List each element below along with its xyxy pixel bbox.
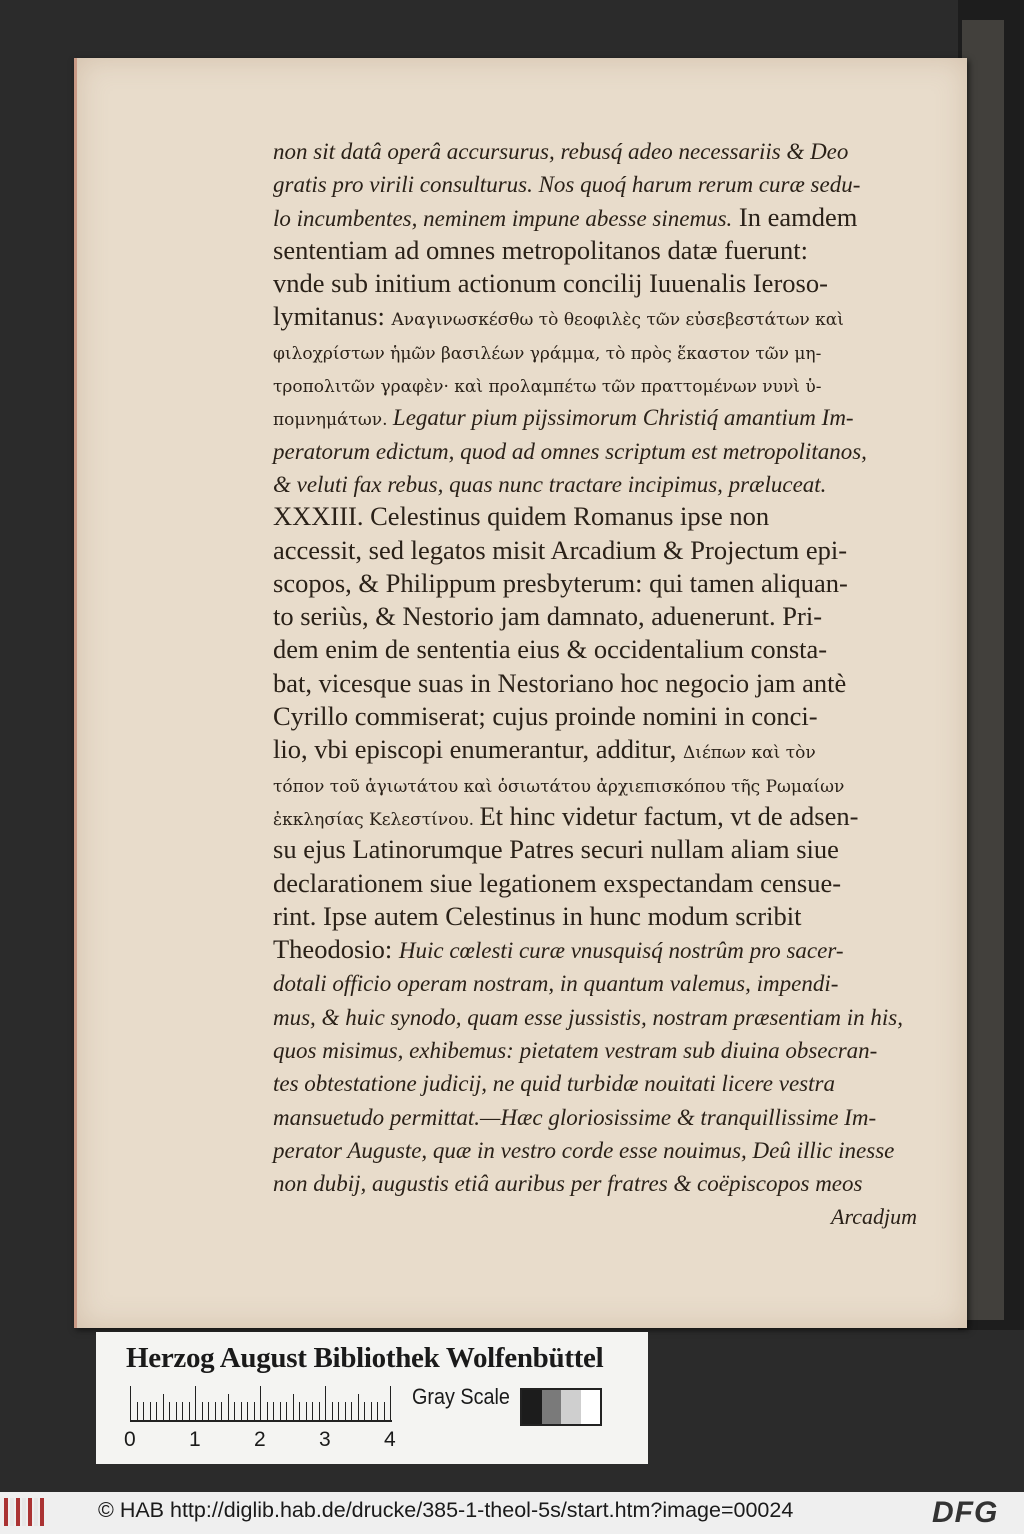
text-line xyxy=(273,234,933,267)
ruler-tick xyxy=(150,1402,151,1420)
text-span: mus, & huic synodo, quam esse jussistis, nostram præsentiam in his, xyxy=(273,1004,903,1030)
ruler-tick xyxy=(390,1386,391,1420)
ruler-tick xyxy=(273,1402,274,1420)
ruler-tick xyxy=(247,1402,248,1420)
scale-number: 1 xyxy=(189,1428,201,1451)
ruler-tick xyxy=(163,1394,164,1420)
dfg-logo: DFG xyxy=(932,1496,999,1529)
text-span: dotali officio operam nostram, in quantum valemus, impendi- xyxy=(273,971,839,997)
ruler-tick xyxy=(345,1402,346,1420)
footer-credit-link[interactable]: © HAB http://diglib.hab.de/drucke/385-1-theol-5s/start.htm?image=00024 xyxy=(98,1498,794,1522)
text-line xyxy=(273,1033,933,1066)
gray-swatch xyxy=(522,1390,542,1424)
text-line xyxy=(273,434,933,467)
text-line xyxy=(273,567,933,600)
ruler-tick xyxy=(208,1402,209,1420)
text-line xyxy=(273,400,933,433)
text-span: lo incumbentes, neminem impune abesse sinemus. xyxy=(273,205,733,231)
text-line xyxy=(273,201,933,234)
institution-name: Herzog August Bibliothek Wolfenbüttel xyxy=(126,1342,604,1374)
text-span: XXXIII. Celestinus quidem Romanus ipse non xyxy=(273,501,770,532)
text-span: non sit datâ operâ accursurus, rebusq́ adeo necessariis & Deo xyxy=(273,139,849,164)
text-span: lymitanus: xyxy=(273,301,392,332)
text-span: In eamdem xyxy=(732,201,858,232)
text-span: Huic cœlesti curæ vnusquisq́ nostrûm pro sacer- xyxy=(398,938,844,964)
text-span: scopos, & Philippum presbyterum: qui tamen aliquan- xyxy=(273,567,848,598)
text-span: Theodosio: xyxy=(273,934,399,965)
text-line xyxy=(273,733,933,766)
ruler-tick xyxy=(312,1402,313,1420)
text-span: τροπολιτῶν γραφὲν· καὶ προλαμπέτω τῶν πραττομένων νυνὶ ὑ- xyxy=(273,377,822,398)
ruler-tick xyxy=(371,1402,372,1420)
text-line xyxy=(273,900,933,933)
scale-number: 4 xyxy=(384,1428,396,1451)
text-span: accessit, sed legatos misit Arcadium & Projectum epi- xyxy=(273,534,848,565)
ruler-tick xyxy=(254,1402,255,1420)
text-line xyxy=(273,1100,933,1133)
ruler-tick xyxy=(241,1402,242,1420)
text-span: & veluti fax rebus, quas nunc tractare incipimus, præluceat. xyxy=(273,471,827,497)
book-page xyxy=(74,58,967,1328)
ruler-tick xyxy=(280,1402,281,1420)
ruler-tick xyxy=(130,1386,131,1420)
ruler-tick xyxy=(234,1402,235,1420)
text-span: declarationem siue legationem exspectandam censue- xyxy=(273,867,842,898)
ruler-tick xyxy=(306,1402,307,1420)
ruler-baseline xyxy=(130,1420,392,1422)
text-line xyxy=(273,500,933,533)
ruler-tick xyxy=(202,1402,203,1420)
ruler-tick xyxy=(377,1402,378,1420)
ruler-tick xyxy=(267,1402,268,1420)
scale-number: 0 xyxy=(124,1428,136,1451)
hab-logo-icon xyxy=(4,1498,44,1526)
ruler-tick xyxy=(364,1402,365,1420)
text-span: Αναγινωσκέσθω τὸ θεοφιλὲς τῶν εὐσεβεστάτων καὶ xyxy=(391,310,844,331)
ruler-tick xyxy=(299,1402,300,1420)
page-text xyxy=(273,134,933,1233)
text-span: mansuetudo permittat.—Hæc gloriosissime & tranquillissime Im- xyxy=(273,1104,877,1130)
ruler-tick xyxy=(358,1394,359,1420)
ruler-tick xyxy=(137,1402,138,1420)
ruler-tick xyxy=(319,1402,320,1420)
text-line xyxy=(273,633,933,666)
text-line xyxy=(273,1133,933,1166)
ruler-tick xyxy=(260,1386,261,1420)
text-line xyxy=(273,767,933,800)
gray-swatch xyxy=(542,1390,562,1424)
text-line xyxy=(273,1066,933,1099)
text-span: to seriùs, & Nestorio jam damnato, aduenerunt. Pri- xyxy=(273,601,823,632)
gray-swatch xyxy=(581,1390,601,1424)
text-span: peratorum edictum, quod ad omnes scriptum est metropolitanos, xyxy=(273,438,867,464)
catchword: Arcadjum xyxy=(831,1203,917,1229)
text-line xyxy=(273,700,933,733)
text-span: Cyrillo commiserat; cujus proinde nomini in conci- xyxy=(273,701,818,732)
color-target-card xyxy=(96,1332,648,1464)
text-line xyxy=(273,367,933,400)
ruler-tick xyxy=(293,1394,294,1420)
text-span: non dubij, augustis etiâ auribus per fratres & coëpiscopos meos xyxy=(273,1171,863,1197)
text-line xyxy=(273,933,933,966)
gray-scale-swatches xyxy=(520,1388,602,1426)
text-span: lio, vbi episcopi enumerantur, additur, xyxy=(273,734,683,765)
ruler-tick xyxy=(195,1386,196,1420)
text-span: sententiam ad omnes metropolitanos datæ fuerunt: xyxy=(273,234,809,265)
text-span: perator Auguste, quæ in vestro corde esse nouimus, Deû illic inesse xyxy=(273,1137,895,1163)
text-span: quos misimus, exhibemus: pietatem vestram sub diuina obsecran- xyxy=(273,1038,878,1064)
text-span: φιλοχρίστων ἡμῶν βασιλέων γράμμα, τὸ πρὸς ἕκαστον τῶν μη- xyxy=(273,343,822,364)
gray-swatch xyxy=(561,1390,581,1424)
text-line xyxy=(273,867,933,900)
text-span: gratis pro virili consulturus. Nos quoq́ harum rerum curæ sedu- xyxy=(273,172,861,198)
text-span: tes obtestatione judicij, ne quid turbidæ nouitati licere vestra xyxy=(273,1071,835,1097)
text-span: ἐκκλησίας Κελεστίνου. xyxy=(273,809,480,830)
text-line xyxy=(273,1166,933,1199)
text-line xyxy=(273,667,933,700)
text-span: su ejus Latinorumque Patres securi nullam aliam siue xyxy=(273,834,839,865)
ruler-tick xyxy=(156,1402,157,1420)
text-span: τόπον τοῦ ἁγιωτάτου καὶ ὁσιωτάτου ἀρχιεπισκόπου τῆς Ρωμαίων xyxy=(273,776,845,797)
ruler-tick xyxy=(351,1402,352,1420)
text-span: vnde sub initium actionum concilij Iuuenalis Ieroso- xyxy=(273,268,828,299)
text-line xyxy=(273,534,933,567)
ruler-tick xyxy=(189,1402,190,1420)
ruler-tick xyxy=(384,1402,385,1420)
text-line xyxy=(273,833,933,866)
text-line xyxy=(273,467,933,500)
ruler-tick xyxy=(228,1394,229,1420)
gray-scale-label: Gray Scale xyxy=(412,1384,510,1409)
text-span: Διέπων καὶ τὸν xyxy=(683,743,816,764)
text-line xyxy=(273,167,933,200)
ruler-tick xyxy=(143,1402,144,1420)
ruler-tick xyxy=(338,1402,339,1420)
text-span: Legatur pium pijssimorum Christiq́ amantium Im- xyxy=(392,405,854,431)
text-line xyxy=(273,267,933,300)
ruler-tick xyxy=(215,1402,216,1420)
ruler-tick xyxy=(169,1402,170,1420)
text-span: Et hinc videtur factum, vt de adsen- xyxy=(479,800,859,831)
text-line xyxy=(273,600,933,633)
ruler-tick xyxy=(325,1386,326,1420)
text-span: πομνημάτων. xyxy=(273,410,393,431)
ruler-tick xyxy=(182,1402,183,1420)
scale-number: 3 xyxy=(319,1428,331,1451)
text-line xyxy=(273,1000,933,1033)
text-line xyxy=(273,966,933,999)
text-line xyxy=(273,334,933,367)
next-page-edge xyxy=(962,20,1004,1320)
text-span: dem enim de sententia eius & occidentalium consta- xyxy=(273,634,828,665)
text-span: rint. Ipse autem Celestinus in hunc modum scribit xyxy=(273,900,802,931)
footer-bar xyxy=(0,1492,1024,1534)
ruler-tick xyxy=(176,1402,177,1420)
ruler-tick xyxy=(286,1402,287,1420)
scale-number: 2 xyxy=(254,1428,266,1451)
scale-ruler xyxy=(126,1384,388,1424)
text-span: bat, vicesque suas in Nestoriano hoc negocio jam antè xyxy=(273,667,847,698)
ruler-tick xyxy=(221,1402,222,1420)
text-line xyxy=(273,134,933,167)
text-line xyxy=(273,800,933,833)
ruler-tick xyxy=(332,1402,333,1420)
text-line xyxy=(273,300,933,333)
